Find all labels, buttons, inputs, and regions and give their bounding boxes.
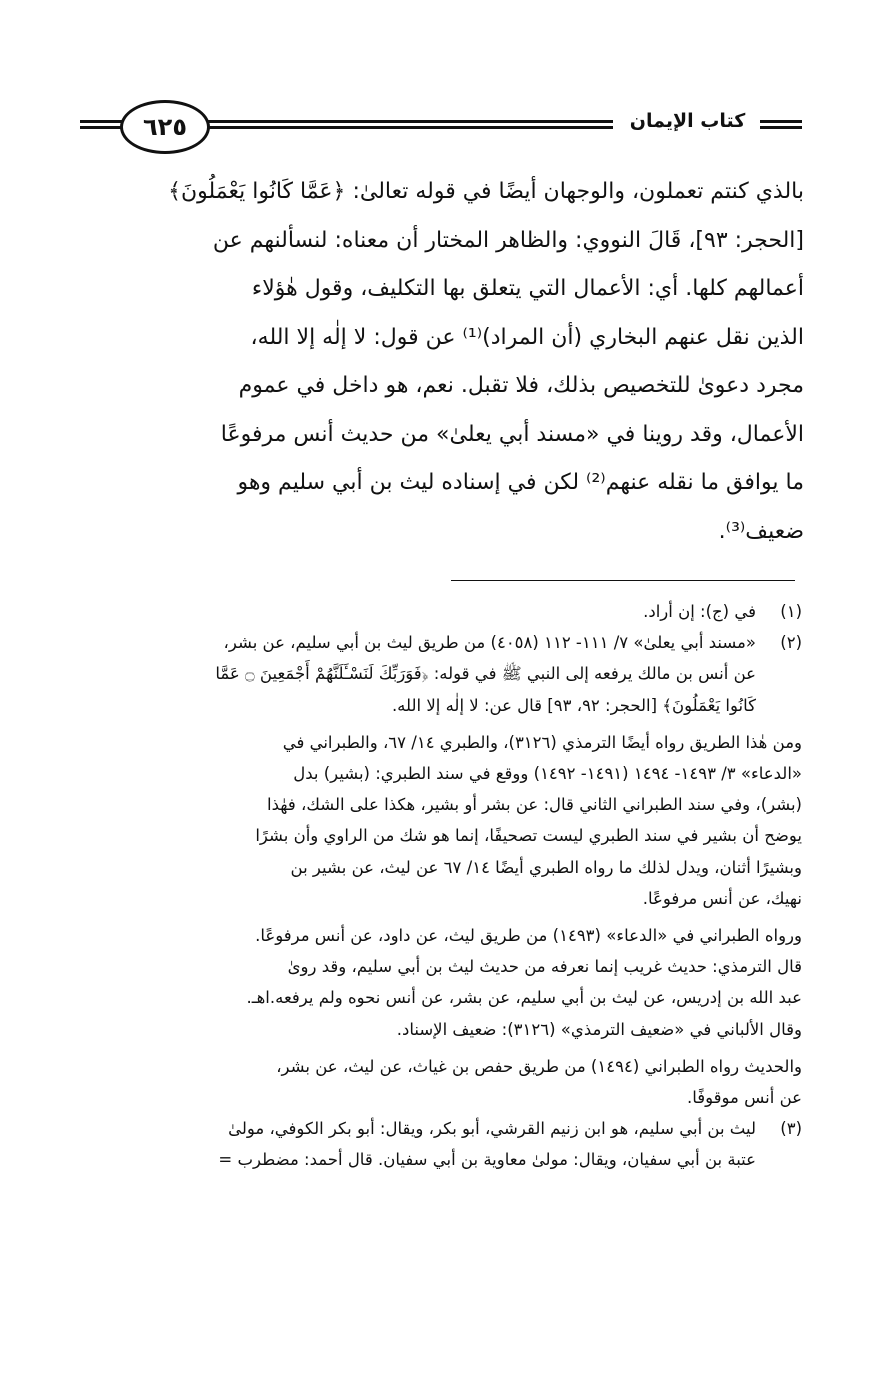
footnote-line: عن أنس موقوفًا. [686,1088,802,1108]
footnote-line: عتبة بن أبي سفيان، ويقال: مولىٰ معاوية بن أبي سفيان. قال أحمد: مضطرب = [218,1150,756,1170]
header-rule-middle [195,120,613,129]
main-line: [الحجر: ٩٣]، قَالَ النووي: والظاهر المختار أن معناه: لنسألنهم عن [212,227,804,253]
main-line: مجرد دعوىٰ للتخصيص بذلك، فلا تقبل. نعم، هو داخل في عموم [238,373,804,398]
footnotes [50,596,802,1176]
header-rule-right [760,120,802,129]
main-line: ما يوافق ما نقله عنهم⁽²⁾ لكن في إسناده ليث بن أبي سليم وهو [237,470,804,495]
main-line: الأعمال، وقد روينا في «مسند أبي يعلىٰ» من حديث أنس مرفوعًا [220,421,804,447]
main-line: أعمالهم كلها. أي: الأعمال التي يتعلق بها التكليف، وقول هٰؤلاء [251,276,804,301]
main-line: بالذي كنتم تعملون، والوجهان أيضًا في قوله تعالىٰ: ﴿عَمَّا كَانُوا يَعْمَلُونَ﴾ [168,179,804,204]
page-header [80,98,802,154]
footnote-paragraph [50,920,802,1045]
footnote-number: (٣) [780,1119,802,1139]
footnote-line: عن أنس بن مالك يرفعه إلى النبي ﷺ في قوله: ﴿فَوَرَبِّكَ لَنَسْـَٔلَنَّهُمْ أَجْمَعِينَ ۝ عَمَّا [215,664,756,684]
footnote-3 [50,1113,802,1175]
footnote-line: «مسند أبي يعلىٰ» ٧/ ١١١- ١١٢ (٤٠٥٨) من طريق ليث بن أبي سليم، عن بشر، [223,633,756,653]
footnote-divider [451,580,795,581]
footnote-2 [50,627,802,1113]
footnote-line: وبشيرًا أثنان، ويدل لذلك ما رواه الطبري أيضًا ١٤/ ٦٧ عن ليث، عن بشير بن [290,857,802,877]
footnote-line: كَانُوا يَعْمَلُونَ﴾ [الحجر: ٩٢، ٩٣] قال عن: لا إلٰه إلا الله. [391,695,756,715]
main-line: ضعيف⁽³⁾. [718,518,804,544]
footnote-line: «الدعاء» ٣/ ١٤٩٣- ١٤٩٤ (١٤٩١- ١٤٩٢) ووقع في سند الطبري: (بشير) بدل [293,764,802,784]
footnote-line: في (ج): إن أراد. [643,602,756,621]
footnote-line: يوضح أن بشير في سند الطبري ليست تصحيفًا، إنما هو شك من الراوي وأن بشرًا [255,826,802,846]
footnote-line: ورواه الطبراني في «الدعاء» (١٤٩٣) من طريق ليث، عن داود، عن أنس مرفوعًا. [255,926,802,946]
footnote-line: عبد الله بن إدريس، عن ليث بن أبي سليم، عن بشر، عن أنس نحوه ولم يرفعه.اهـ. [246,988,802,1008]
footnote-1 [50,596,802,627]
footnote-line: وقال الألباني في «ضعيف الترمذي» (٣١٢٦): ضعيف الإسناد. [396,1019,802,1039]
footnote-line: قال الترمذي: حديث غريب إنما نعرفه من حديث ليث بن أبي سليم، وقد روىٰ [287,957,802,977]
main-text [78,168,804,556]
footnote-paragraph [50,1051,802,1113]
footnote-line: (بشر)، وفي سند الطبراني الثاني قال: عن بشر أو بشير، هكذا على الشك، فهٰذا [267,795,802,815]
page-number: ٦٢٥ [120,100,210,154]
main-line: الذين نقل عنهم البخاري (أن المراد)⁽¹⁾ عن قول: لا إلٰه إلا الله، [250,324,804,350]
footnote-number: (٢) [780,633,802,653]
footnote-number: (١) [780,602,802,621]
book-title: كتاب الإيمان [629,110,746,132]
footnote-paragraph [50,727,802,914]
footnote-line: ليث بن أبي سليم، هو ابن زنيم القرشي، أبو بكر، ويقال: أبو بكر الكوفي، مولىٰ [228,1119,756,1139]
footnote-line: ومن هٰذا الطريق رواه أيضًا الترمذي (٣١٢٦)، والطبري ١٤/ ٦٧، والطبراني في [282,732,802,752]
footnote-line: والحديث رواه الطبراني (١٤٩٤) من طريق حفص بن غياث، عن ليث، عن بشر، [276,1056,802,1076]
footnote-line: نهيك، عن أنس مرفوعًا. [642,888,802,908]
